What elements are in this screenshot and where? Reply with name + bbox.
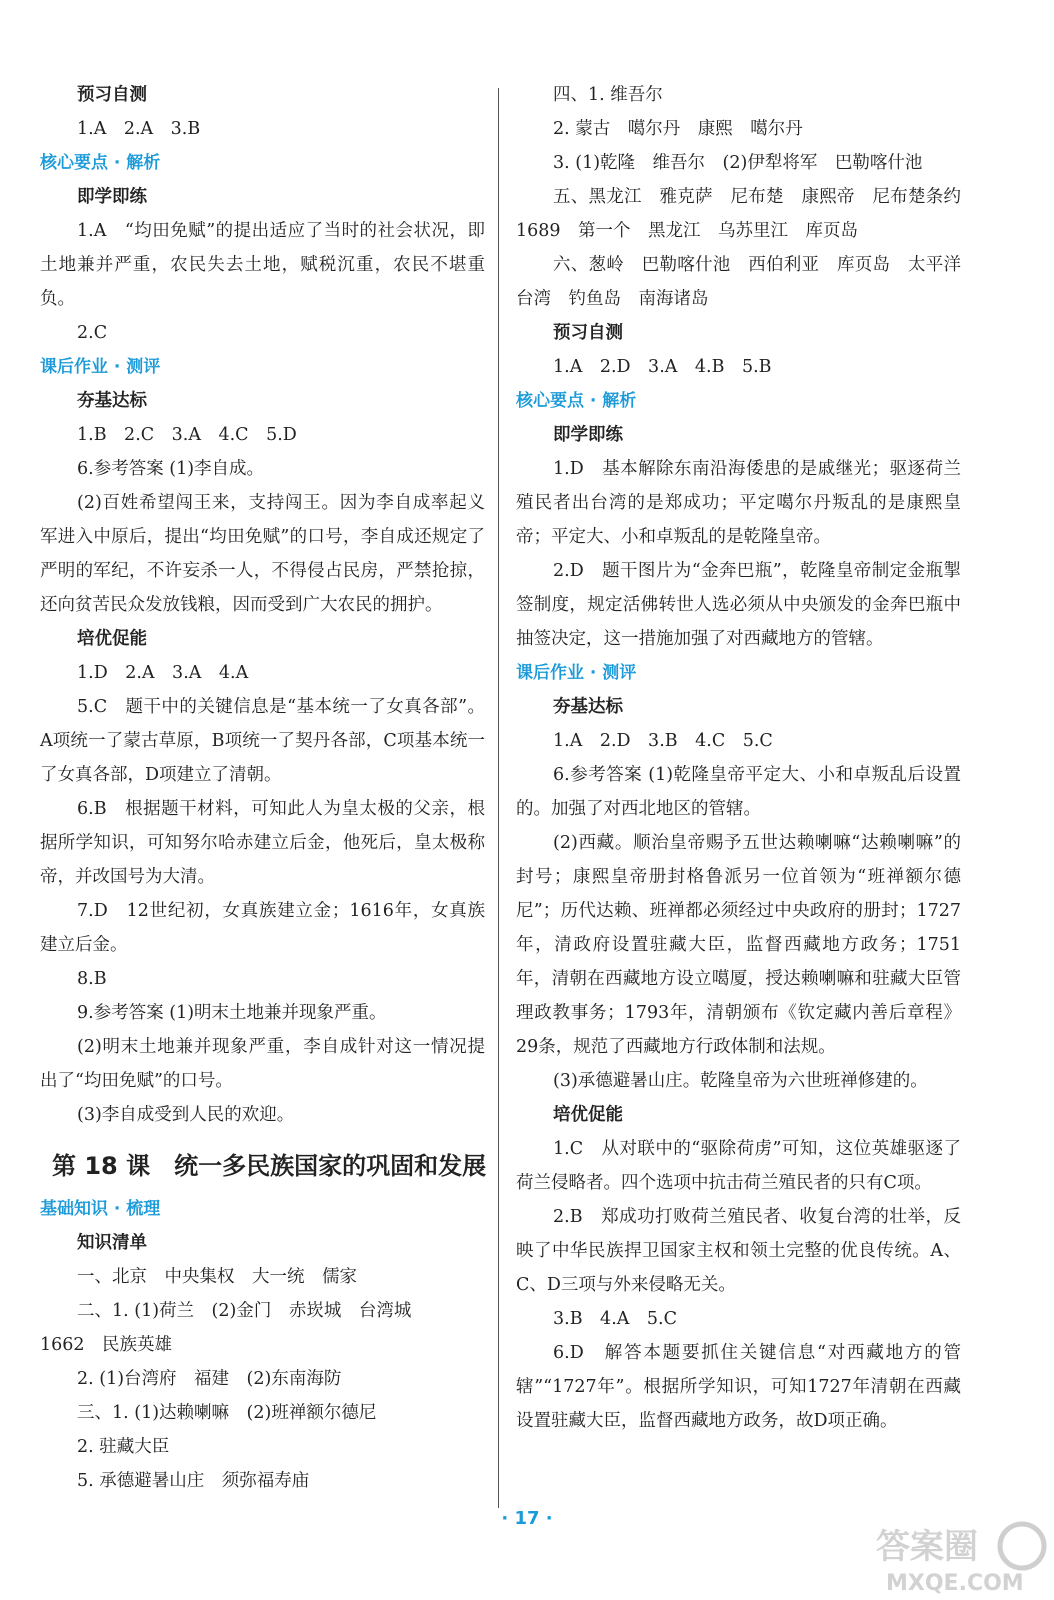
- section-header-basics: 基础知识 · 梳理: [40, 1199, 161, 1219]
- answer-line: 2.C: [77, 323, 108, 343]
- page-number: · 17 ·: [501, 1508, 553, 1529]
- answer-paragraph: (2)明末土地兼并现象严重，李自成针对这一情况提出了“均田免赋”的口号。: [40, 1037, 485, 1091]
- answer-line: 2. 驻藏大臣: [77, 1437, 170, 1457]
- answer-circle-logo-icon: [872, 1518, 1050, 1596]
- answer-paragraph: 5.C 题干中的关键信息是“基本统一了女真各部”。A项统一了蒙古草原，B项统一了契丹各部，C项基本统一了女真各部，D项建立了清朝。: [40, 697, 485, 785]
- section-header-core-points: 核心要点 · 解析: [40, 153, 161, 173]
- answer-paragraph: (2)百姓希望闯王来，支持闯王。因为李自成率起义军进入中原后，提出“均田免赋”的口号，李自成还规定了严明的军纪，不许妄杀一人，不得侵占民房，严禁抢掠，还向贫苦民众发放钱粮，因而受到广大农民的拥护。: [40, 493, 485, 615]
- answer-line: 1.B 2.C 3.A 4.C 5.D: [77, 425, 297, 445]
- answer-line: 1.A 2.D 3.B 4.C 5.C: [553, 731, 773, 751]
- section-header-core-points: 核心要点 · 解析: [516, 391, 637, 411]
- watermark-sub: MXQE.COM: [886, 1571, 1024, 1596]
- answer-line: 3.B 4.A 5.C: [553, 1309, 677, 1329]
- answer-line: 1.A 2.D 3.A 4.B 5.B: [553, 357, 772, 377]
- section-header-homework: 课后作业 · 测评: [40, 357, 161, 377]
- preview-test-heading: 预习自测: [77, 85, 147, 105]
- answer-line: 2. (1)台湾府 福建 (2)东南海防: [77, 1369, 342, 1389]
- answer-paragraph: 1.C 从对联中的“驱除荷虏”可知，这位英雄驱逐了荷兰侵略者。四个选项中抗击荷兰殖民者的只有C项。: [516, 1139, 961, 1193]
- answer-line: 3. (1)乾隆 维吾尔 (2)伊犁将军 巴勒喀什池: [553, 153, 923, 173]
- answer-line: 一、北京 中央集权 大一统 儒家: [77, 1267, 357, 1287]
- answer-paragraph: 1.D 基本解除东南沿海倭患的是戚继光；驱逐荷兰殖民者出台湾的是郑成功；平定噶尔丹叛乱的是康熙皇帝；平定大、小和卓叛乱的是乾隆皇帝。: [516, 459, 961, 547]
- knowledge-list-heading: 知识清单: [77, 1233, 147, 1253]
- answer-paragraph: 五、黑龙江 雅克萨 尼布楚 康熙帝 尼布楚条约 1689 第一个 黑龙江 乌苏里江 库页岛: [516, 187, 979, 241]
- answer-line: 1.D 2.A 3.A 4.A: [77, 663, 249, 683]
- watermark-text: 答案圈: [876, 1527, 978, 1567]
- practice-heading: 即学即练: [553, 425, 623, 445]
- section-header-homework: 课后作业 · 测评: [516, 663, 637, 683]
- answer-paragraph: 2.D 题干图片为“金奔巴瓶”，乾隆皇帝制定金瓶掣签制度，规定活佛转世人选必须从中央颁发的金奔巴瓶中抽签决定，这一措施加强了对西藏地方的管辖。: [516, 561, 961, 649]
- answer-line: 8.B: [77, 969, 107, 989]
- left-column: [40, 78, 485, 1498]
- answer-paragraph: 2.B 郑成功打败荷兰殖民者、收复台湾的壮举，反映了中华民族捍卫国家主权和领土完整的优良传统。A、C、D三项与外来侵略无关。: [516, 1207, 961, 1295]
- right-column: [516, 78, 979, 1438]
- answer-paragraph: 六、葱岭 巴勒喀什池 西伯利亚 库页岛 太平洋 台湾 钓鱼岛 南海诸岛: [516, 255, 979, 309]
- answer-paragraph: 1.A “均田免赋”的提出适应了当时的社会状况，即土地兼并严重，农民失去土地，赋税沉重，农民不堪重负。: [40, 221, 485, 309]
- lesson-title: 第 18 课 统一多民族国家的巩固和发展: [52, 1152, 487, 1180]
- answer-line: 1662 民族英雄: [40, 1335, 173, 1355]
- answer-paragraph: 6.参考答案 (1)乾隆皇帝平定大、小和卓叛乱后设置的。加强了对西北地区的管辖。: [516, 765, 961, 819]
- answer-line: 二、1. (1)荷兰 (2)金门 赤崁城 台湾城: [77, 1301, 412, 1321]
- answer-line: 2. 蒙古 噶尔丹 康熙 噶尔丹: [553, 119, 803, 139]
- basic-heading: 夯基达标: [553, 697, 623, 717]
- answer-line: 9.参考答案 (1)明末土地兼并现象严重。: [77, 1003, 387, 1023]
- answer-paragraph: 6.B 根据题干材料，可知此人为皇太极的父亲，根据所学知识，可知努尔哈赤建立后金，他死后，皇太极称帝，并改国号为大清。: [40, 799, 485, 887]
- preview-test-heading: 预习自测: [553, 323, 623, 343]
- basic-heading: 夯基达标: [77, 391, 147, 411]
- practice-heading: 即学即练: [77, 187, 147, 207]
- answer-paragraph: 6.D 解答本题要抓住关键信息“对西藏地方的管辖”“1727年”。根据所学知识，可知1727年清朝在西藏设置驻藏大臣，监督西藏地方政务，故D项正确。: [516, 1343, 961, 1431]
- advanced-heading: 培优促能: [77, 629, 147, 649]
- answer-line: 三、1. (1)达赖喇嘛 (2)班禅额尔德尼: [77, 1403, 377, 1423]
- answer-line: (3)李自成受到人民的欢迎。: [77, 1105, 295, 1125]
- answer-line: (3)承德避暑山庄。乾隆皇帝为六世班禅修建的。: [553, 1071, 928, 1091]
- column-divider: [498, 88, 499, 1508]
- answer-line: 1.A 2.A 3.B: [77, 119, 201, 139]
- answer-paragraph: 7.D 12世纪初，女真族建立金；1616年，女真族建立后金。: [40, 901, 485, 955]
- advanced-heading: 培优促能: [553, 1105, 623, 1125]
- answer-line: 6.参考答案 (1)李自成。: [77, 459, 265, 479]
- answer-line: 5. 承德避暑山庄 须弥福寿庙: [77, 1471, 310, 1491]
- answer-line: 四、1. 维吾尔: [553, 85, 663, 105]
- answer-paragraph: (2)西藏。顺治皇帝赐予五世达赖喇嘛“达赖喇嘛”的封号；康熙皇帝册封格鲁派另一位首领为“班禅额尔德尼”；历代达赖、班禅都必须经过中央政府的册封；1727年，清政府设置驻藏大臣，监督西藏地方政务；1751年，清朝在西藏地方设立噶厦，授达赖喇嘛和驻藏大臣管理政教事务；1793年，清朝颁布《钦定藏内善后章程》29条，规范了西藏地方行政体制和法规。: [516, 833, 961, 1057]
